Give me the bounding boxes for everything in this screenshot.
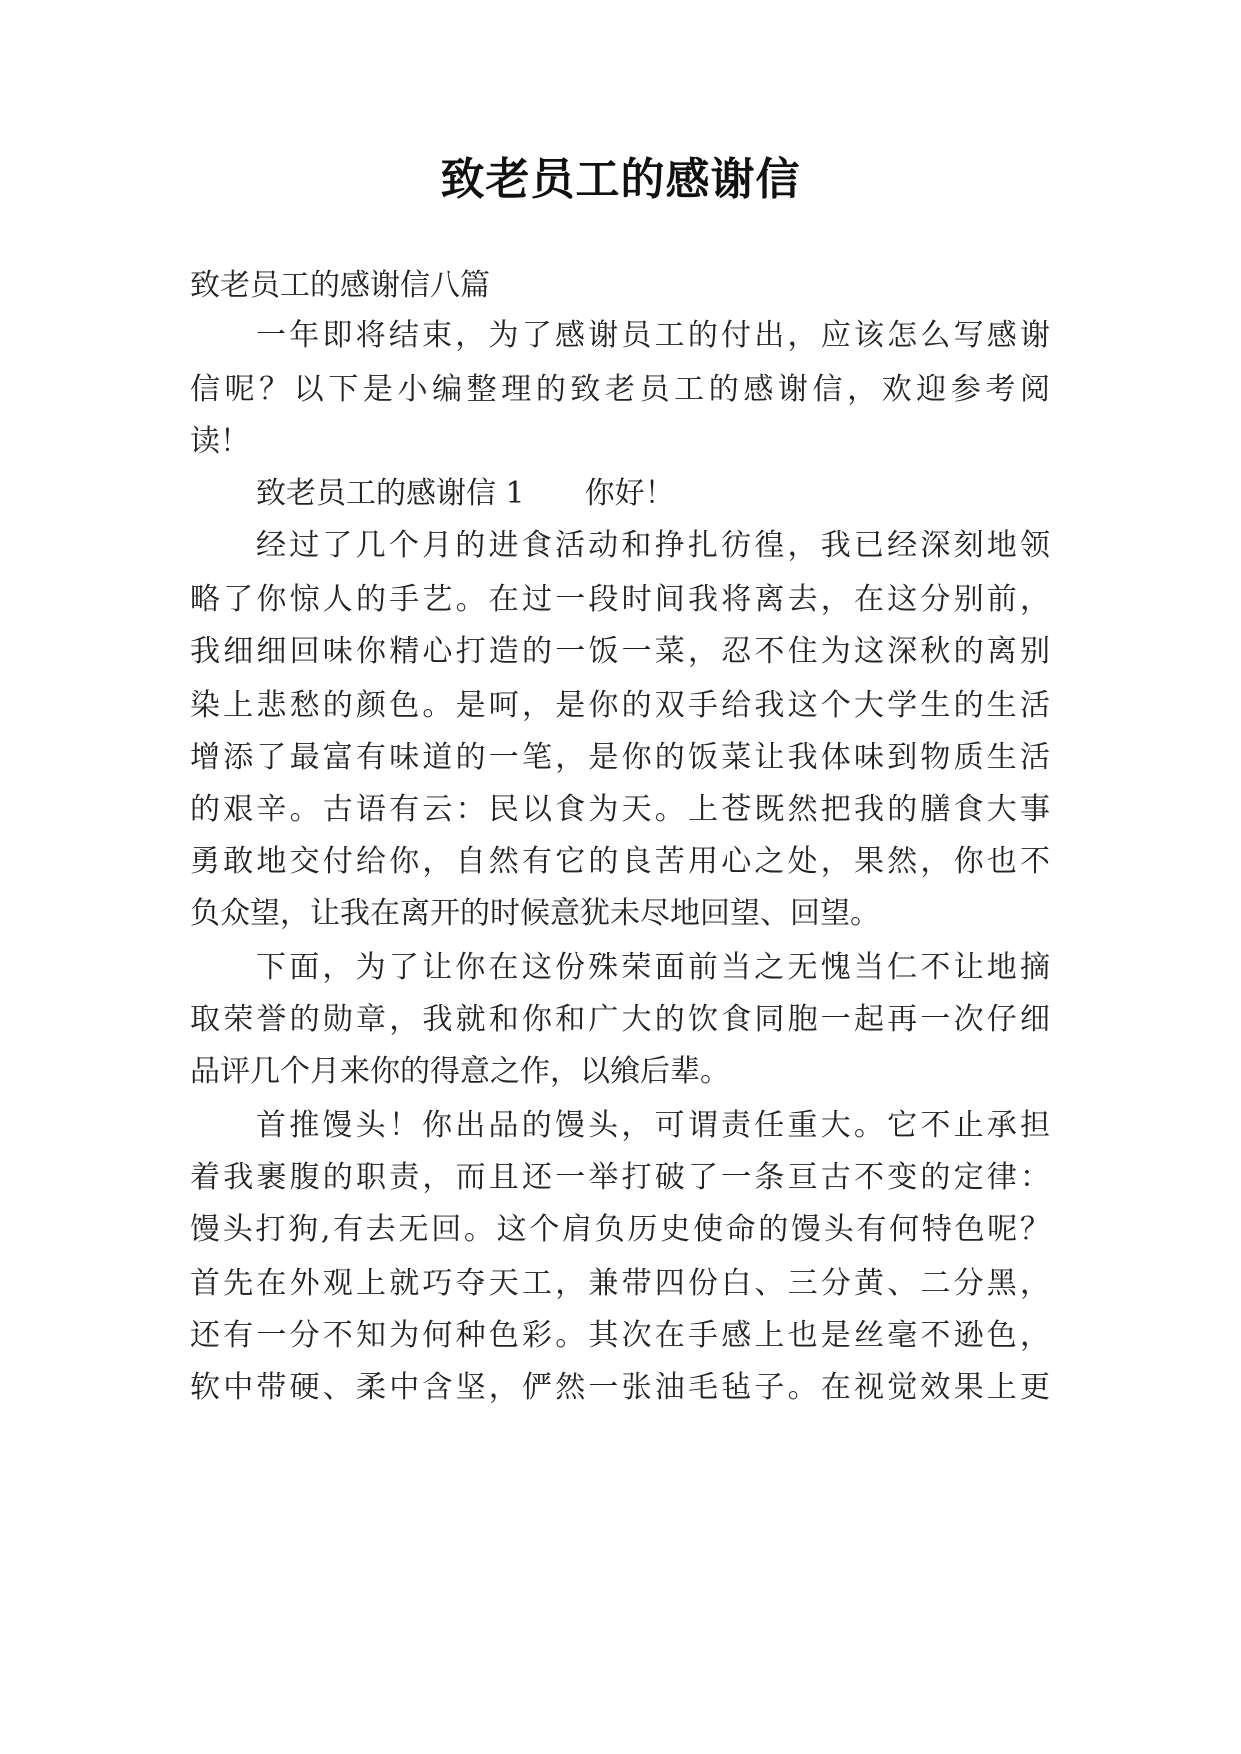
text-line: 首推馒头！你出品的馒头，可谓责任重大。它不止承担 <box>256 1108 1050 1143</box>
text-line: 一年即将结束，为了感谢员工的付出，应该怎么写感谢 <box>256 318 1050 353</box>
text-line: 馒头打狗,有去无回。这个肩负历史使命的馒头有何特色呢？ <box>190 1212 1050 1247</box>
page-title: 致老员工的感谢信 <box>440 154 801 205</box>
text-line: 染上悲愁的颜色。是呵，是你的双手给我这个大学生的生活 <box>190 688 1050 723</box>
letter-heading-line <box>256 474 1050 514</box>
text-line: 读！ <box>190 424 250 459</box>
greeting: 你好！ <box>584 476 675 511</box>
text-line: 着我裹腹的职责，而且还一举打破了一条亘古不变的定律： <box>190 1160 1050 1195</box>
text-line: 信呢？以下是小编整理的致老员工的感谢信，欢迎参考阅 <box>190 372 1050 407</box>
text-line: 勇敢地交付给你，自然有它的良苦用心之处，果然，你也不 <box>190 844 1050 879</box>
text-line: 首先在外观上就巧夺天工，兼带四份白、三分黄、二分黑， <box>190 1266 1050 1301</box>
text-line: 还有一分不知为何种色彩。其次在手感上也是丝毫不逊色， <box>190 1318 1050 1353</box>
text-line: 取荣誉的勋章，我就和你和广大的饮食同胞一起再一次仔细 <box>190 1002 1050 1037</box>
text-line: 下面，为了让你在这份殊荣面前当之无愧当仁不让地摘 <box>256 950 1050 985</box>
text-line: 略了你惊人的手艺。在过一段时间我将离去，在这分别前， <box>190 582 1050 617</box>
text-line: 经过了几个月的进食活动和挣扎彷徨，我已经深刻地领 <box>256 528 1050 563</box>
text-line: 负众望，让我在离开的时候意犹未尽地回望、回望。 <box>190 896 880 931</box>
subtitle-line: 致老员工的感谢信八篇 <box>190 268 490 303</box>
text-line: 增添了最富有味道的一笔，是你的饭菜让我体味到物质生活 <box>190 740 1050 775</box>
text-line: 我细细回味你精心打造的一饭一菜，忍不住为这深秋的离别 <box>190 634 1050 669</box>
text-line: 品评几个月来你的得意之作，以飨后辈。 <box>190 1054 730 1089</box>
letter-heading: 致老员工的感谢信 1 <box>256 476 525 511</box>
text-line: 的艰辛。古语有云：民以食为天。上苍既然把我的膳食大事 <box>190 792 1050 827</box>
text-line: 软中带硬、柔中含坚，俨然一张油毛毡子。在视觉效果上更 <box>190 1370 1050 1405</box>
